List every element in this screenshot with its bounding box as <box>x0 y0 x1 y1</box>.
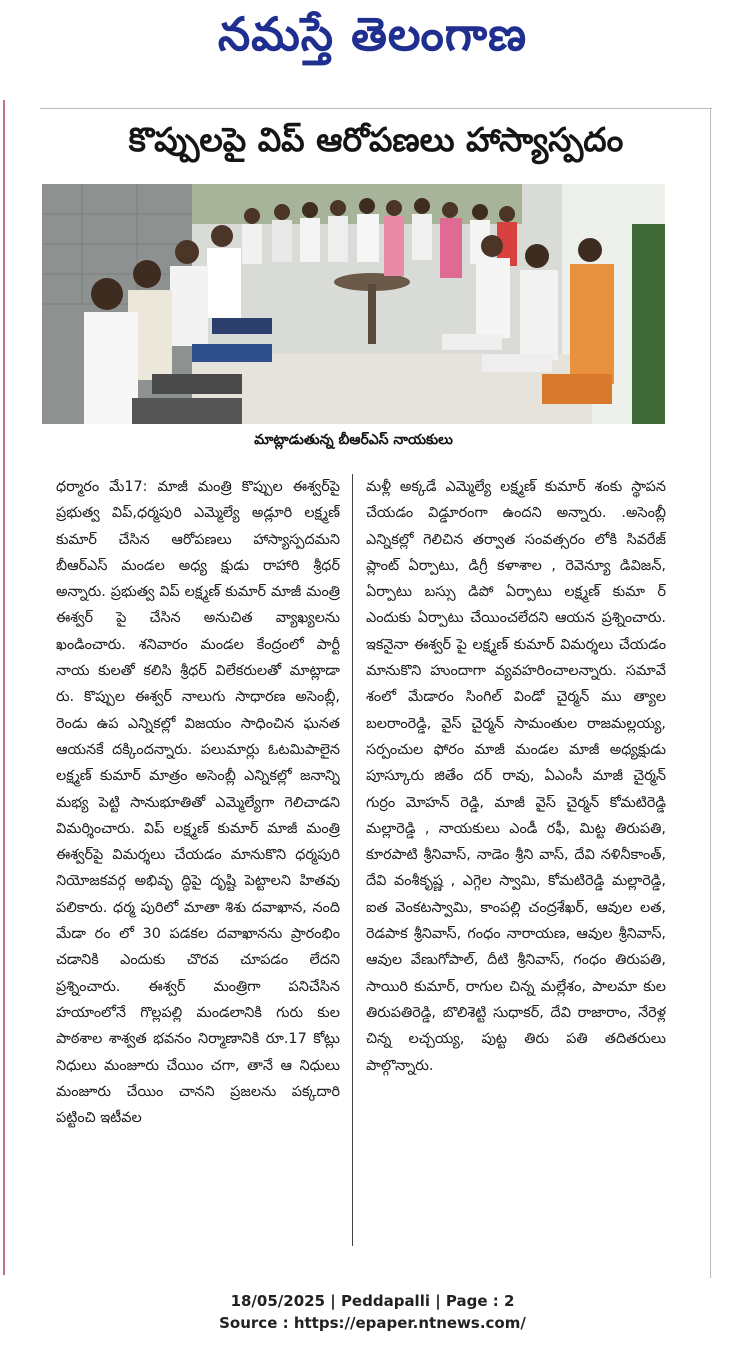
masthead-title: నమస్తే తెలంగాణ <box>217 7 528 61</box>
clipping-top-border <box>40 108 712 109</box>
column-divider <box>352 474 353 1246</box>
article-headline: కొప్పులపై విప్ ఆరోపణలు హాస్యాస్పదం <box>128 119 624 159</box>
newspaper-masthead <box>0 0 745 80</box>
photo-caption: మాట్లాడుతున్న బీఆర్ఎస్ నాయకులు <box>254 431 453 448</box>
clipping-right-border <box>710 108 711 1278</box>
article-photo <box>42 184 665 424</box>
footer-source: Source : https://epaper.ntnews.com/ <box>219 1314 526 1332</box>
article-column-2: మళ్లీ అక్కడే ఎమ్మెల్యే లక్ష్మణ్ కుమార్ శంకు స్థాపన చేయడం విడ్డూరంగా ఉందని అన్నారు. .అసెంబ్లీ ఎన్నికల్లో గెలిచిన తర్వాత సంవత్సరం లోకి సివరేజ్ ప్లాంట్ ఏర్పాటు, డిగ్రీ కళాశాల , రెవెన్యూ డివిజన్, ఏర్పాటు బస్సు డిపో ఏర్పాటు లక్ష్మణ్ కుమా ర్ ఎందుకు ఏర్పాటు చేయించలేదని ఆయన ప్రశ్నించారు. ఇకనైనా ఈశ్వర్ పై లక్ష్మణ్ కుమార్ విమర్శలు చేయడం మానుకొని హుందాగా వ్యవహరించాలన్నారు. సమావే శంలో మేడారం సింగిల్ విండో చైర్మన్ ము త్యాల బలరాంరెడ్డి, వైస్ చైర్మన్ సామంతుల రాజమల్లయ్య, సర్పంచుల ఫోరం మాజీ మండల మాజీ అధ్యక్షుడు పూస్కూరు జితేం దర్ రావు, ఏఎంసీ మాజీ చైర్మన్ గుర్రం మోహన్ రెడ్డి, మాజీ వైస్ చైర్మన్ కోమటిరెడ్డి మల్లారెడ్డి , నాయకులు ఎండీ రఫీ, మిట్ట తిరుపతి, కూరపాటి శ్రీనివాస్, నాడెం శ్రీని వాస్, దేవి నళినీకాంత్, దేవి వంశీకృష్ణ , ఎగ్గెల స్వామి, కోమటిరెడ్డి మల్లారెడ్డి, ఐత వెంకటస్వామి, కాంపల్లి చంద్రశేఖర్, ఆవుల లత, రెడపాక శ్రీనివాస్, గంధం నారాయణ, ఆవుల శ్రీనివాస్, ఆవుల వేణుగోపాల్, దీటి శ్రీనివాస్, గంధం తిరుపతి, సాయిరి కుమార్, రాగుల చిన్న మల్లేశం, పాలమా కుల తిరుపతిరెడ్డి, బొలిశెట్టి సుధాకర్, దేవి రాజారాం, నేరెళ్ల చిన్న లచ్చయ్య, పుట్ట తిరు పతి తదితరులు పాల్గొన్నారు. <box>366 479 666 1074</box>
left-margin-rule <box>3 100 5 1275</box>
page-footer <box>0 1290 745 1334</box>
article-column-1: ధర్మారం మే17: మాజీ మంత్రి కొప్పుల ఈశ్వర్‌పై ప్రభుత్వ విప్,ధర్మపురి ఎమ్మెల్యే అడ్లూరి లక్ష్మణ్ కుమార్ చేసిన ఆరోపణలు హాస్యాస్పదమని బీఆర్ఎస్ మండల అధ్య క్షుడు రాహారి శ్రీధర్ అన్నారు. ప్రభుత్వ విప్ లక్ష్మణ్ కుమార్ మాజీ మంత్రి ఈశ్వర్ పై చేసిన అనుచిత వ్యాఖ్యలను ఖండించారు. శనివారం మండల కేంద్రంలో పార్టీ నాయ కులతో కలిసి శ్రీధర్ విలేకరులతో మాట్లాడా రు. కొప్పుల ఈశ్వర్ నాలుగు సాధారణ అసెంబ్లీ, రెండు ఉప ఎన్నికల్లో విజయం సాధించిన ఘనత ఆయనకే దక్కిందన్నారు. పలుమార్లు ఓటమిపాలైన లక్ష్మణ్ కుమార్ మాత్రం అసెంబ్లీ ఎన్నికల్లో జనాన్ని మభ్య పెట్టి సానుభూతితో ఎమ్మెల్యేగా గెలిచాడని విమర్శించారు. విప్ లక్ష్మణ్ కుమార్ మాజీ మంత్రి ఈశ్వర్‌పై విమర్శలు చేయడం మానుకొని ధర్మపురి నియోజకవర్గ అభివృ ద్ధిపై దృష్టి పెట్టాలని హితవు పలికారు. ధర్మ పురిలో మాతా శిశు దవాఖాన, నంది మేడా రం లో 30 పడకల దవాఖానను ప్రారంభిం చడానికి ఎందుకు చొరవ చూపడం లేదని ప్రశ్నించారు. ఈశ్వర్ మంత్రిగా పనిచేసిన హయాంలోనే గొల్లపల్లి మండలానికి గురు కుల పాఠశాల శాశ్వత భవనం నిర్మాణానికి రూ.17 కోట్లు నిధులు మంజూరు చేయిం చగా, తానే ఆ నిధులు మంజూరు చేయిం చానని ప్రజలను పక్కదారి పట్టించి ఇటీవల <box>56 479 340 1127</box>
footer-date-edition: 18/05/2025 | Peddapalli | Page : 2 <box>230 1292 515 1310</box>
